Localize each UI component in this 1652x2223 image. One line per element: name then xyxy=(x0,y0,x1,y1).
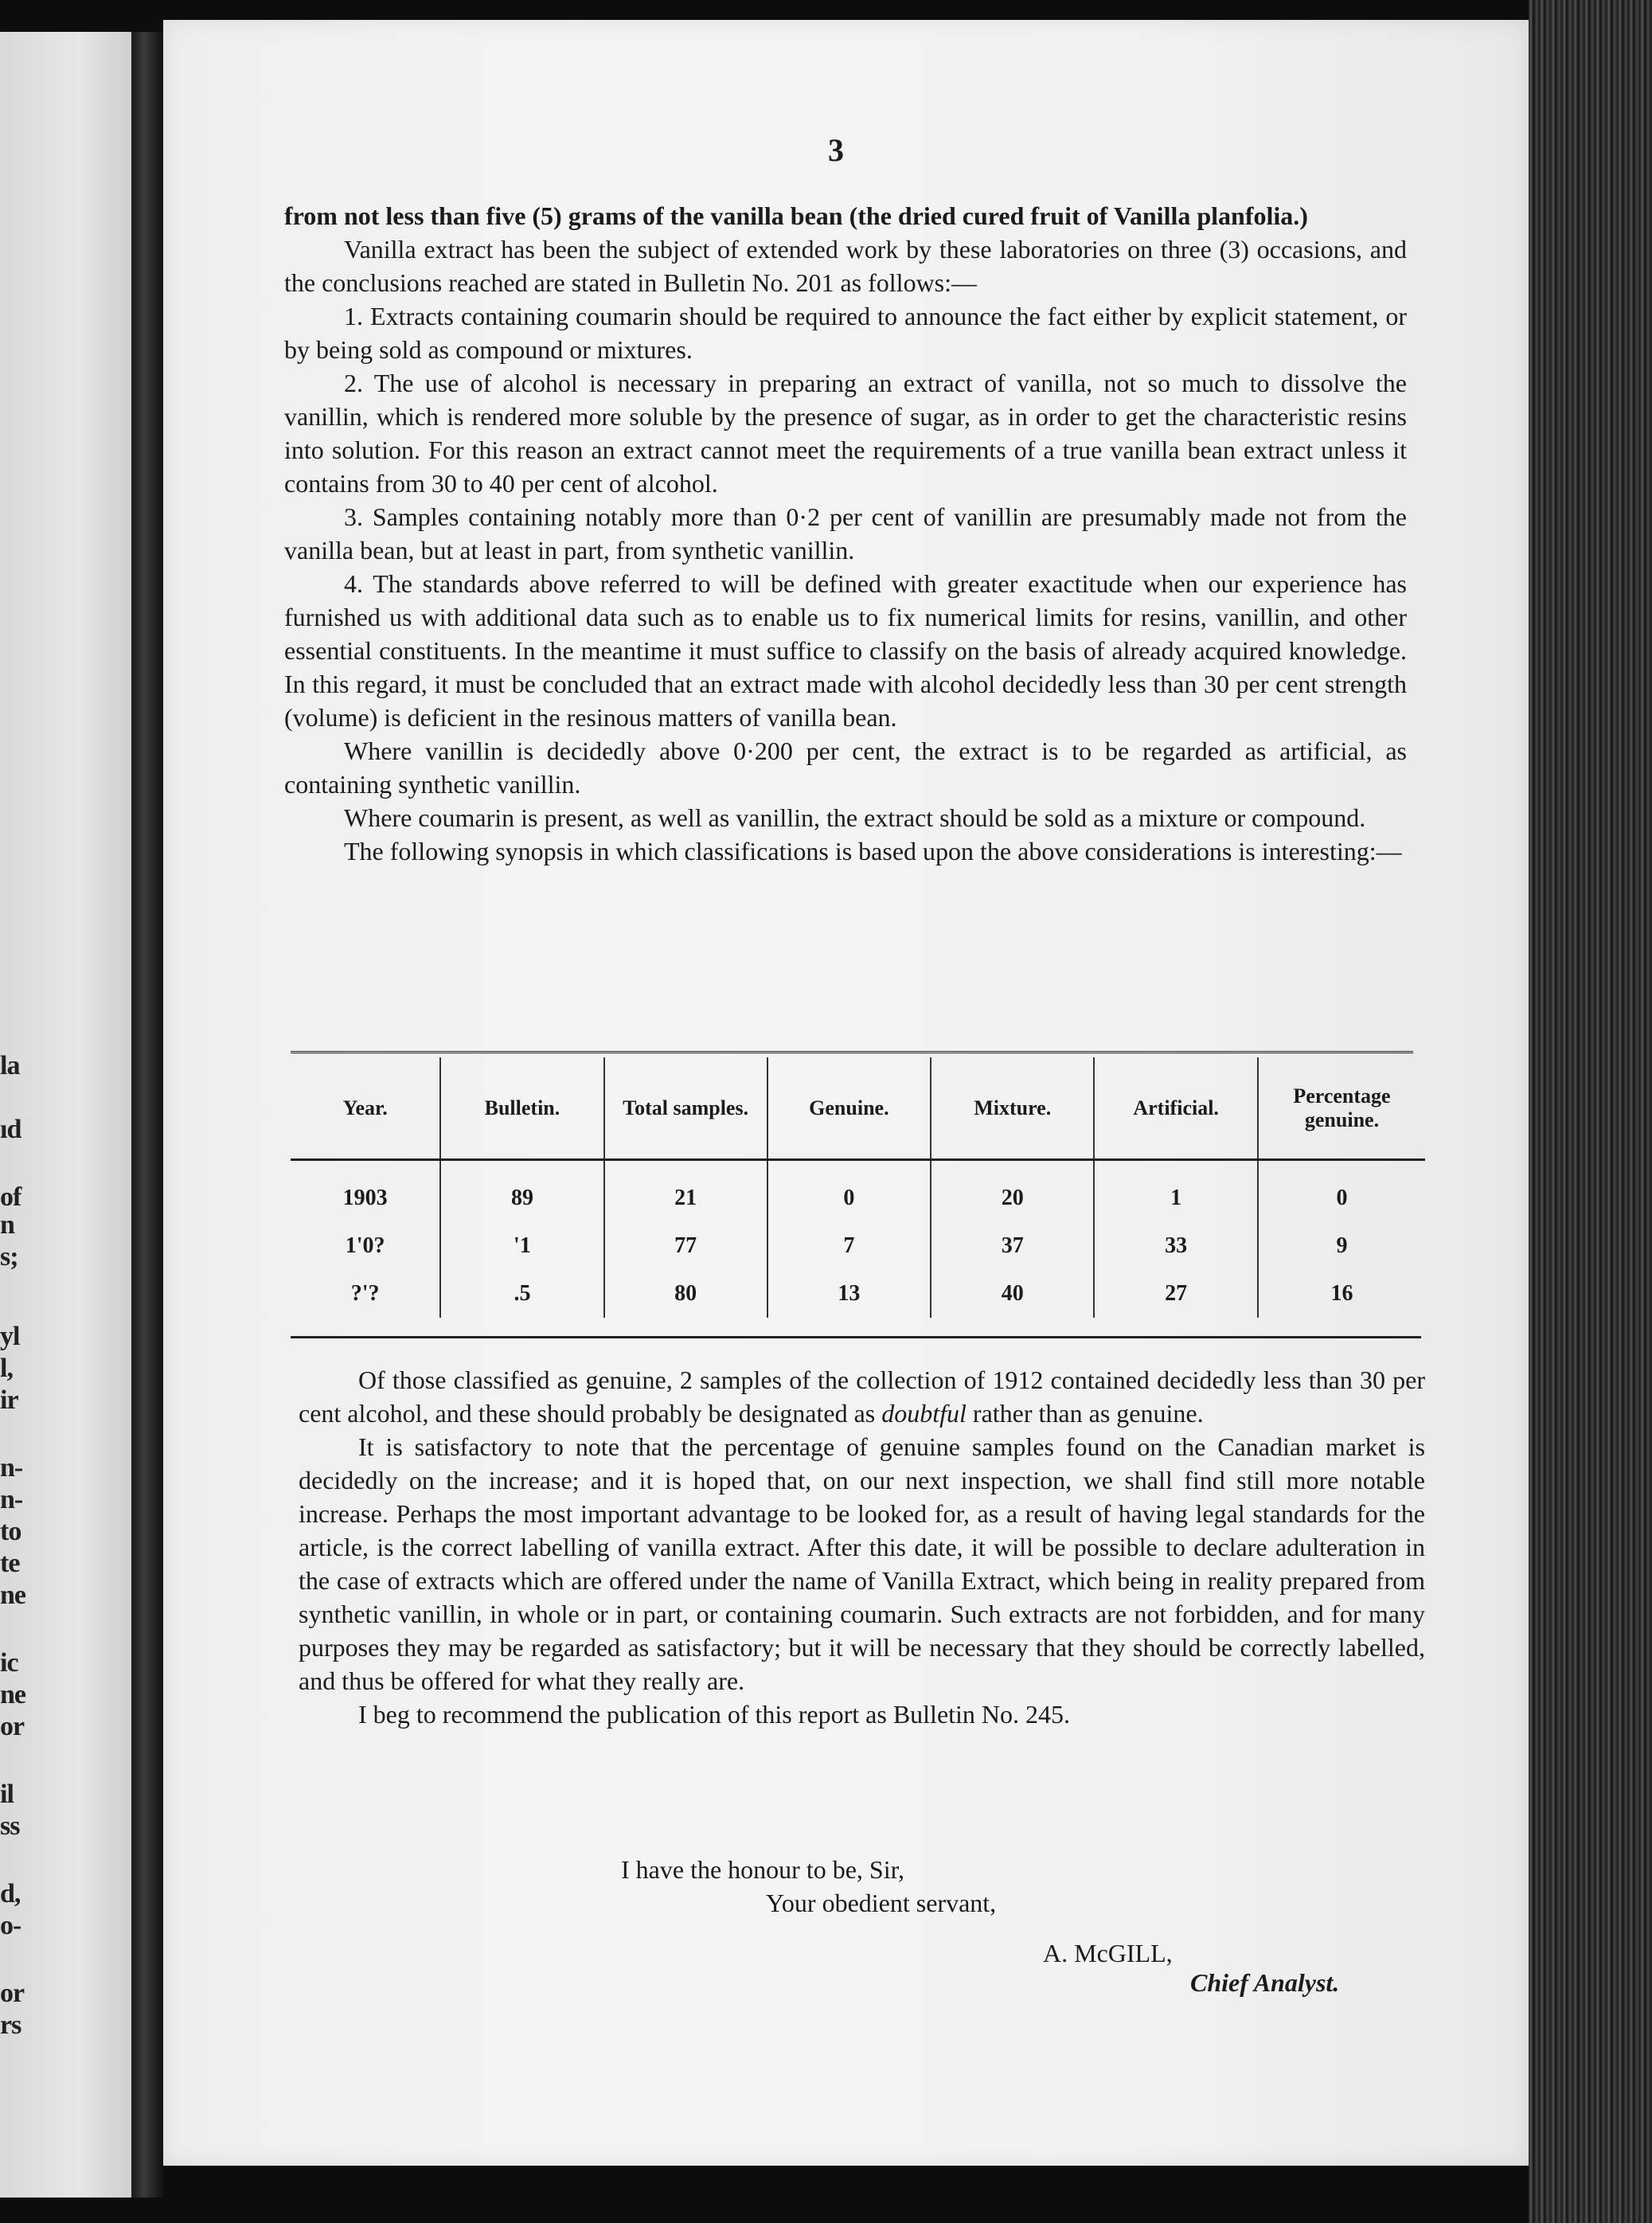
prev-page-fragment: n- xyxy=(0,1453,23,1483)
table-cell: 89 xyxy=(440,1160,603,1223)
prev-page-fragment: ic xyxy=(0,1648,18,1678)
table-cell: ?'? xyxy=(350,1281,380,1306)
table-header-row xyxy=(291,1057,1425,1160)
prev-page-fragment: ss xyxy=(0,1811,20,1841)
paragraph-recommendation: I beg to recommend the publication of this report as Bulletin No. 245. xyxy=(358,1700,1071,1729)
table-cell: 40 xyxy=(931,1270,1094,1318)
table-top-rule xyxy=(291,1051,1413,1053)
prev-page-fragment: or xyxy=(0,1979,25,2008)
column-header-total-samples: Total samples. xyxy=(604,1057,767,1160)
page-number: 3 xyxy=(828,132,844,168)
prev-page-fragment: o- xyxy=(0,1911,21,1940)
paragraph-satisfactory: It is satisfactory to note that the percentage of genuine samples found on the Canadian market is decidedly on the increase; and it is hoped that, on our next inspection, we shall find still more notable increase. Perhaps the most important advantage to be looked for, as a result of having legal standards for the article, is the correct labelling of vanilla extract. After this date, it will be possible to declare adulteration in the case of extracts which are offered under the name of Vanilla Extract, which being in reality prepared from synthetic vanillin, in whole or in part, or containing coumarin. Such extracts are not forbidden, and for many purposes they may be regarded as satisfactory; but it will be necessary that they should be correctly labelled, and thus be offered for what they really are. xyxy=(299,1432,1425,1695)
table-row xyxy=(291,1222,1425,1270)
book-edge xyxy=(1529,0,1652,2223)
table-cell: 77 xyxy=(604,1222,767,1270)
prev-page-fragment: la xyxy=(0,1051,20,1080)
prev-page-fragment: s; xyxy=(0,1242,18,1272)
column-header-artificial: Artificial. xyxy=(1094,1057,1258,1160)
column-header-percentage-genuine: Percentage genuine. xyxy=(1258,1057,1425,1160)
table-cell: 13 xyxy=(767,1270,931,1318)
table-bottom-rule xyxy=(291,1336,1421,1338)
column-header-year: Year. xyxy=(291,1057,440,1160)
table-row xyxy=(291,1160,1425,1223)
prev-page-fragment: ne xyxy=(0,1580,25,1610)
prev-page-fragment: of xyxy=(0,1182,21,1212)
closing-salutation: I have the honour to be, Sir, xyxy=(621,1855,904,1884)
lower-body-text xyxy=(299,1363,1425,1731)
table-cell: 1 xyxy=(1094,1160,1258,1223)
book-gutter xyxy=(131,32,163,2198)
table-cell: 33 xyxy=(1094,1222,1258,1270)
closing-servant: Your obedient servant, xyxy=(766,1889,997,1917)
table-cell: 0 xyxy=(767,1160,931,1223)
table-cell: '1 xyxy=(440,1222,603,1270)
table-cell: 0 xyxy=(1258,1160,1425,1223)
prev-page-fragment: l, xyxy=(0,1354,13,1383)
table-cell: 1'0? xyxy=(345,1233,385,1258)
list-item-1: 1. Extracts containing coumarin should be required to announce the fact either by explicit statement, or by being sold as compound or mixtures. xyxy=(284,302,1407,364)
table-cell: 7 xyxy=(767,1222,931,1270)
prev-page-fragment: ne xyxy=(0,1680,25,1709)
table-cell: 1903 xyxy=(342,1186,388,1210)
upper-body-text xyxy=(284,199,1407,868)
paragraph-synopsis-intro: The following synopsis in which classifications is based upon the above considerations is interesting:— xyxy=(344,837,1402,865)
prev-page-fragment: d, xyxy=(0,1879,21,1908)
paragraph-vanillin-artificial: Where vanillin is decidedly above 0·200 per cent, the extract is to be regarded as artificial, as containing synthetic vanillin. xyxy=(284,736,1407,799)
prev-page-fragment: ir xyxy=(0,1385,18,1415)
signature-name: A. McGILL, xyxy=(1043,1939,1173,1967)
prev-page-fragment: ıd xyxy=(0,1115,21,1144)
paragraph-vanilla-extract: Vanilla extract has been the subject of extended work by these laboratories on three (3) occasions, and the conclusions reached are stated in Bulletin No. 201 as follows:— xyxy=(284,235,1407,297)
table-row xyxy=(291,1270,1425,1318)
paragraph-doubtful-samples xyxy=(299,1363,1425,1430)
column-header-bulletin: Bulletin. xyxy=(440,1057,603,1160)
synopsis-table xyxy=(291,1057,1425,1318)
list-item-3: 3. Samples containing notably more than 0·2 per cent of vanillin are presumably made not from the vanilla bean, but at least in part, from synthetic vanillin. xyxy=(284,502,1407,565)
column-header-mixture: Mixture. xyxy=(931,1057,1094,1160)
paragraph-coumarin: Where coumarin is present, as well as vanillin, the extract should be sold as a mixture or compound. xyxy=(344,803,1366,832)
table-cell: 27 xyxy=(1094,1270,1258,1318)
prev-page-fragment: yl xyxy=(0,1322,20,1351)
table-cell: 16 xyxy=(1258,1270,1425,1318)
column-header-genuine: Genuine. xyxy=(767,1057,931,1160)
emphasis-doubtful: doubtful xyxy=(881,1399,967,1428)
paragraph-continuation: from not less than five (5) grams of the vanilla bean (the dried cured fruit of Vanilla planfolia.) xyxy=(284,201,1308,230)
list-item-2: 2. The use of alcohol is necessary in preparing an extract of vanilla, not so much to dissolve the vanillin, which is rendered more soluble by the presence of sugar, as in order to get the characteristic resins into solution. For this reason an extract cannot meet the requirements of a true vanilla bean extract unless it contains from 30 to 40 per cent of alcohol. xyxy=(284,369,1407,498)
list-item-4: 4. The standards above referred to will be defined with greater exactitude when our experience has furnished us with additional data such as to enable us to fix numerical limits for resins, vanillin, and other essential constituents. In the meantime it must suffice to classify on the basis of already acquired knowledge. In this regard, it must be concluded that an extract made with alcohol decidedly less than 30 per cent strength (volume) is deficient in the resinous matters of vanilla bean. xyxy=(284,569,1407,732)
table-cell: 20 xyxy=(931,1160,1094,1223)
prev-page-fragment: or xyxy=(0,1712,25,1741)
previous-page-edge xyxy=(0,32,131,2198)
paragraph-text: Of those classified as genuine, 2 samples of the collection of 1912 contained decidedly less than 30 per cent alcohol, and these should probably be designated as xyxy=(299,1365,1425,1428)
table-cell: 9 xyxy=(1258,1222,1425,1270)
prev-page-fragment: n- xyxy=(0,1485,23,1514)
prev-page-fragment: n xyxy=(0,1210,14,1240)
prev-page-fragment: il xyxy=(0,1780,14,1809)
prev-page-fragment: rs xyxy=(0,2010,21,2040)
paragraph-text: rather than as genuine. xyxy=(966,1399,1204,1428)
table-cell: 80 xyxy=(604,1270,767,1318)
table-cell: .5 xyxy=(440,1270,603,1318)
table-cell: 21 xyxy=(604,1160,767,1223)
signature-title: Chief Analyst. xyxy=(1190,1968,1340,1997)
prev-page-fragment: to xyxy=(0,1517,21,1546)
table-cell: 37 xyxy=(931,1222,1094,1270)
prev-page-fragment: te xyxy=(0,1549,20,1578)
